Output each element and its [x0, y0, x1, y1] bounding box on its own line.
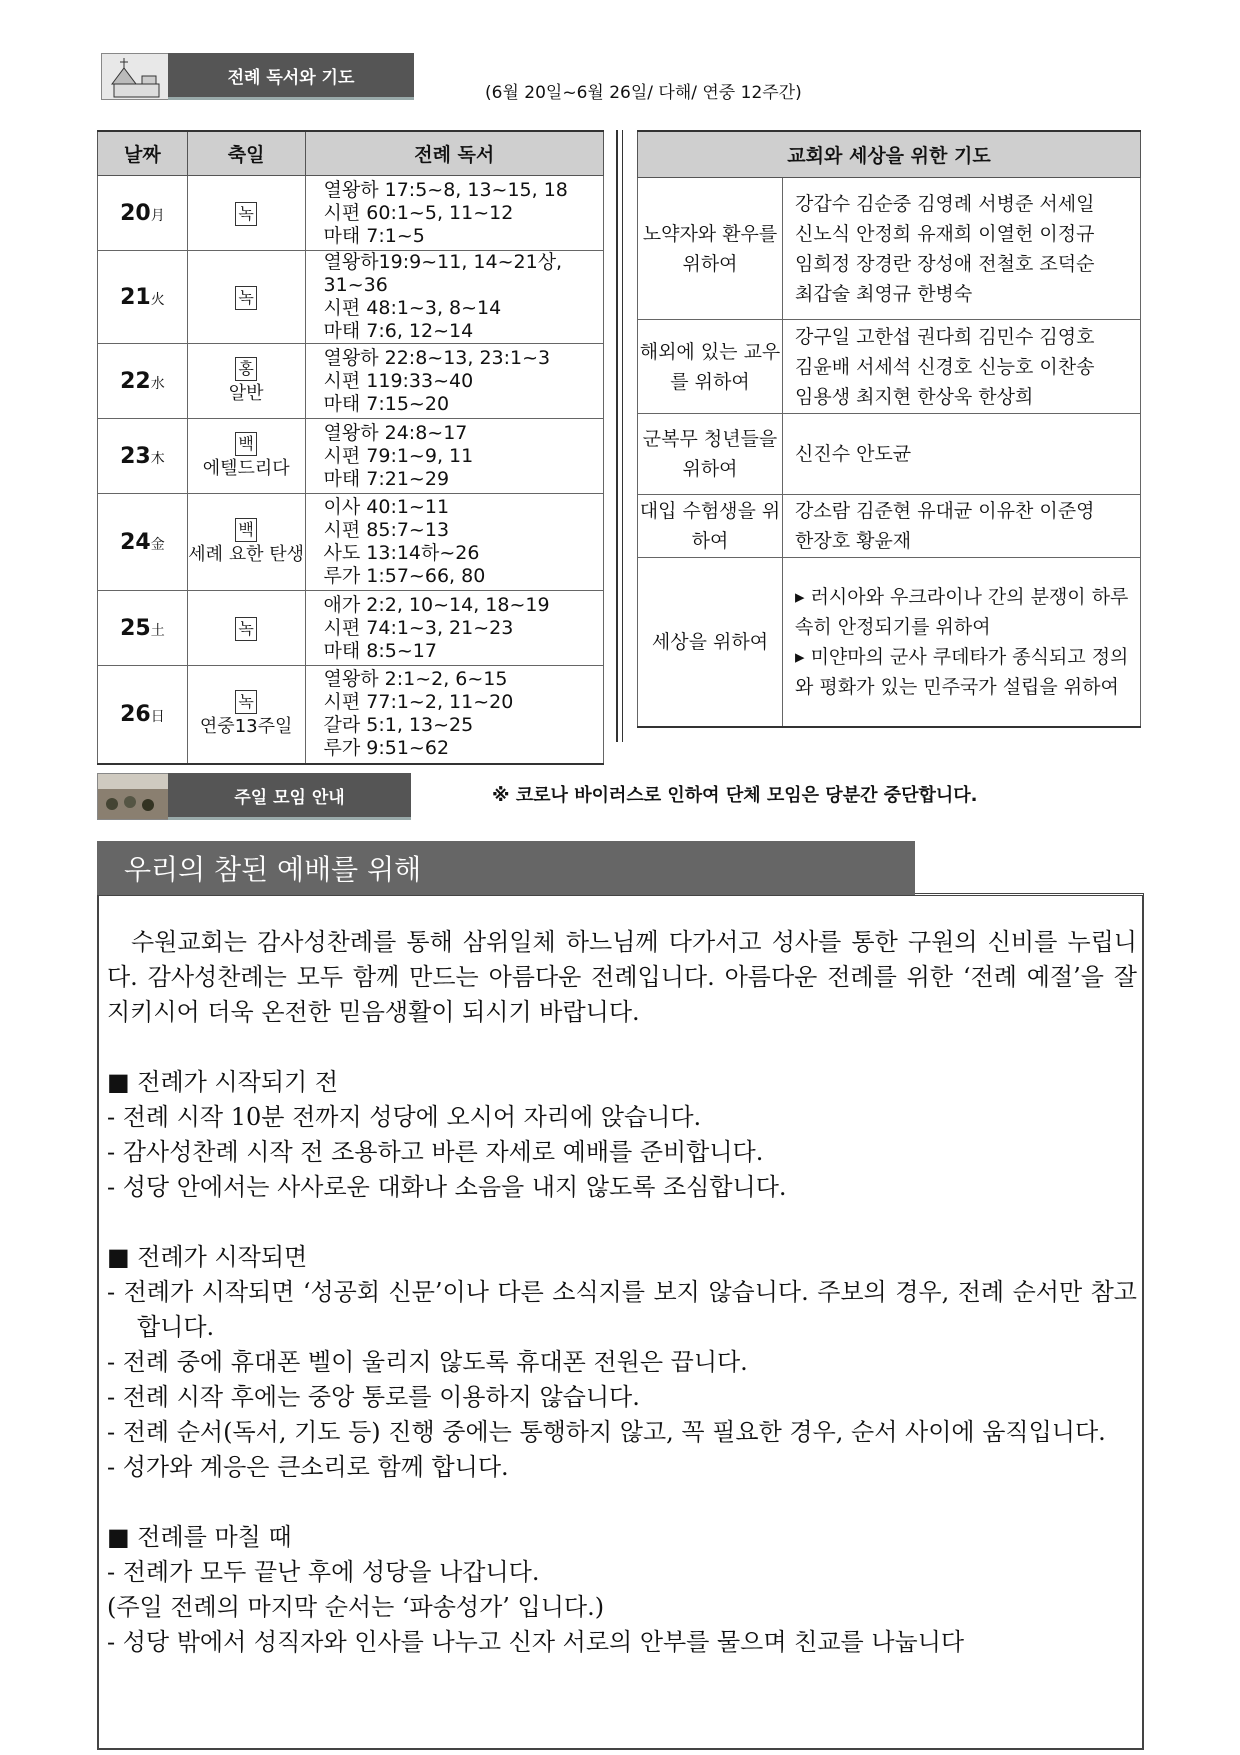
day-number: 24 — [120, 529, 151, 555]
prayer-names — [783, 414, 1141, 495]
worship-title: 우리의 참된 예배를 위해 — [97, 841, 915, 895]
prayer-name-line: 김윤배 서세석 신경호 신능호 이찬송 — [795, 355, 1095, 378]
prayer-name-line: 최갑술 최영규 한병숙 — [795, 282, 973, 305]
liturgy-row — [98, 176, 604, 251]
day-number: 20 — [120, 200, 151, 226]
reading-line: 시편 74:1~3, 21~23 — [323, 616, 514, 639]
liturgy-row — [98, 494, 604, 591]
prayer-table — [637, 130, 1141, 728]
date-cell — [98, 666, 188, 764]
worship-guideline: - 성당 밖에서 성직자와 인사를 나누고 신자 서로의 안부를 물으며 친교를 나눕니다 — [107, 1628, 965, 1656]
worship-content — [107, 925, 1137, 1660]
reading-line: 마태 7:15~20 — [323, 392, 450, 415]
reading-line: 루가 9:51~62 — [323, 737, 450, 760]
reading-line: 시편 85:7~13 — [323, 519, 450, 541]
worship-guideline: - 전례가 시작되면 ‘성공회 신문’이나 다른 소식지를 보지 않습니다. 주보의 경우, 전례 순서만 참고합니다. — [107, 1278, 1137, 1341]
weekday: 火 — [150, 291, 165, 308]
liturgy-row — [98, 419, 604, 494]
prayer-names — [783, 178, 1141, 320]
weekday: 月 — [150, 207, 165, 224]
reading-line: 시편 119:33~40 — [323, 369, 474, 392]
weekday: 木 — [150, 450, 165, 467]
reading-line: 열왕하 24:8~17 — [323, 421, 468, 444]
prayer-intention: 노약자와 환우를 위하여 — [638, 178, 783, 320]
day-number: 26 — [120, 701, 151, 727]
liturgy-table — [97, 130, 604, 765]
reading-line: 마태 7:1~5 — [323, 224, 425, 247]
feast-cell — [187, 591, 305, 666]
reading-line: 열왕하19:9~11, 14~21상, 31~36 — [323, 251, 563, 296]
col-header-readings: 전례 독서 — [305, 131, 603, 176]
prayer-name-line: 강소람 김준현 유대균 이유찬 이준영 — [795, 500, 1095, 522]
prayer-intention: 대입 수험생을 위하여 — [638, 495, 783, 558]
weekday: 金 — [150, 536, 165, 553]
worship-guideline: - 전례가 모두 끝난 후에 성당을 나갑니다. — [107, 1558, 540, 1586]
prayer-intention: 군복무 청년들을 위하여 — [638, 414, 783, 495]
feast-name: 알반 — [228, 383, 264, 404]
worship-guideline: - 성당 안에서는 사사로운 대화나 소음을 내지 않도록 조심합니다. — [107, 1173, 787, 1201]
prayer-row — [638, 320, 1141, 414]
reading-line: 열왕하 22:8~13, 23:1~3 — [323, 346, 551, 369]
reading-line: 사도 13:14하~26 — [323, 542, 480, 564]
prayer-name-line: 한장호 황윤재 — [795, 530, 912, 552]
feast-cell — [187, 494, 305, 591]
worship-section-heading: ■ 전례가 시작되면 — [107, 1243, 308, 1271]
prayer-intention: 해외에 있는 교우를 위하여 — [638, 320, 783, 414]
feast-cell — [187, 176, 305, 251]
liturgical-color-badge: 백 — [235, 518, 257, 542]
meeting-photo-thumbnail — [97, 773, 170, 820]
date-cell — [98, 344, 188, 419]
date-cell — [98, 176, 188, 251]
worship-guideline: - 전례 시작 후에는 중앙 통로를 이용하지 않습니다. — [107, 1383, 640, 1411]
day-number: 22 — [120, 368, 151, 394]
date-cell — [98, 591, 188, 666]
prayer-name-line: 신노식 안정희 유재희 이열헌 이정규 — [795, 222, 1095, 245]
prayer-name-line: 임희정 장경란 장성애 전철호 조덕순 — [795, 252, 1095, 275]
liturgical-color-badge: 백 — [235, 432, 257, 456]
readings-cell — [305, 591, 603, 666]
prayer-name-line: 신진수 안도균 — [795, 443, 912, 465]
weekday: 土 — [150, 622, 165, 639]
prayer-name-line: ▸ 미얀마의 군사 쿠데타가 종식되고 정의와 평화가 있는 민주국가 설립을 위하여 — [795, 645, 1129, 698]
col-header-date: 날짜 — [98, 131, 188, 176]
prayer-names — [783, 320, 1141, 414]
feast-cell — [187, 344, 305, 419]
reading-line: 이사 40:1~11 — [323, 496, 450, 518]
reading-line: 갈라 5:1, 13~25 — [323, 714, 474, 737]
prayer-row — [638, 495, 1141, 558]
day-number: 23 — [120, 443, 151, 469]
reading-line: 시편 48:1~3, 8~14 — [323, 297, 502, 319]
liturgy-row — [98, 344, 604, 419]
worship-intro: 수원교회는 감사성찬례를 통해 삼위일체 하느님께 다가서고 성사를 통한 구원의 신비를 누립니다. 감사성찬례는 모두 함께 만드는 아름다운 전례입니다. 아름다운 전례를 위한 ‘전례 예절’을 잘 지키시어 더욱 온전한 믿음생활이 되시기 바랍니다. — [107, 928, 1137, 1026]
worship-guideline: - 전례 순서(독서, 기도 등) 진행 중에는 통행하지 않고, 꼭 필요한 경우, 순서 사이에 움직입니다. — [107, 1418, 1106, 1446]
prayer-row — [638, 558, 1141, 727]
readings-cell — [305, 419, 603, 494]
worship-guideline: - 전례 중에 휴대폰 벨이 울리지 않도록 휴대폰 전원은 끕니다. — [107, 1348, 748, 1376]
prayer-intention: 세상을 위하여 — [638, 558, 783, 727]
reading-line: 시편 77:1~2, 11~20 — [323, 691, 514, 714]
date-cell — [98, 251, 188, 344]
prayer-row — [638, 414, 1141, 495]
worship-guideline: - 성가와 계응은 큰소리로 함께 합니다. — [107, 1453, 509, 1481]
feast-name: 연중13주일 — [199, 716, 293, 738]
notice-text: ※ 코로나 바이러스로 인하여 단체 모임은 당분간 중단합니다. — [492, 785, 978, 806]
readings-cell — [305, 251, 603, 344]
week-info: (6월 20일~6월 26일/ 다해/ 연중 12주간) — [485, 83, 802, 103]
prayer-name-line: 임용생 최지현 한상욱 한상희 — [795, 385, 1034, 408]
reading-line: 마태 7:6, 12~14 — [323, 320, 474, 342]
church-thumbnail — [101, 53, 170, 100]
weekday: 日 — [150, 708, 165, 725]
weekday: 水 — [150, 375, 165, 392]
prayer-names — [783, 495, 1141, 558]
date-cell — [98, 419, 188, 494]
reading-line: 열왕하 17:5~8, 13~15, 18 — [323, 178, 568, 201]
liturgical-color-badge: 녹 — [235, 690, 257, 714]
photo-icon — [98, 774, 169, 819]
section-title-liturgy: 전례 독서와 기도 — [168, 53, 414, 100]
liturgical-color-badge: 홍 — [235, 357, 257, 381]
reading-line: 마태 7:21~29 — [323, 467, 450, 490]
reading-line: 마태 8:5~17 — [323, 639, 437, 662]
liturgy-row — [98, 666, 604, 764]
col-header-feast: 축일 — [187, 131, 305, 176]
readings-cell — [305, 494, 603, 591]
prayer-row — [638, 178, 1141, 320]
prayer-name-line: 강갑수 김순중 김영례 서병준 서세일 — [795, 192, 1095, 215]
liturgical-color-badge: 녹 — [235, 286, 257, 310]
section-title-meeting: 주일 모임 안내 — [168, 773, 411, 820]
feast-name: 세례 요한 탄생 — [188, 544, 305, 565]
feast-cell — [187, 251, 305, 344]
date-cell — [98, 494, 188, 591]
church-icon — [102, 54, 169, 99]
feast-cell — [187, 666, 305, 764]
liturgical-color-badge: 녹 — [235, 617, 257, 641]
reading-line: 루가 1:57~66, 80 — [323, 565, 486, 587]
prayer-names — [783, 558, 1141, 727]
liturgy-row — [98, 251, 604, 344]
table-divider — [616, 130, 623, 742]
reading-line: 열왕하 2:1~2, 6~15 — [323, 668, 508, 691]
feast-name: 에텔드리다 — [202, 458, 290, 479]
prayer-name-line: 강구일 고한섭 권다희 김민수 김영호 — [795, 325, 1095, 348]
worship-guideline: - 감사성찬례 시작 전 조용하고 바른 자세로 예배를 준비합니다. — [107, 1138, 764, 1166]
worship-guideline: (주일 전례의 마지막 순서는 ‘파송성가’ 입니다.) — [107, 1593, 605, 1621]
day-number: 21 — [120, 284, 151, 310]
liturgical-color-badge: 녹 — [235, 202, 257, 226]
readings-cell — [305, 176, 603, 251]
reading-line: 시편 60:1~5, 11~12 — [323, 201, 514, 224]
worship-section-heading: ■ 전례가 시작되기 전 — [107, 1068, 339, 1096]
readings-cell — [305, 666, 603, 764]
worship-guideline: - 전례 시작 10분 전까지 성당에 오시어 자리에 앉습니다. — [107, 1103, 702, 1131]
liturgy-row — [98, 591, 604, 666]
readings-cell — [305, 344, 603, 419]
day-number: 25 — [120, 615, 151, 641]
worship-section-heading: ■ 전례를 마칠 때 — [107, 1523, 292, 1551]
reading-line: 애가 2:2, 10~14, 18~19 — [323, 593, 550, 616]
reading-line: 시편 79:1~9, 11 — [323, 444, 474, 467]
prayer-name-line: ▸ 러시아와 우크라이나 간의 분쟁이 하루 속히 안정되기를 위하여 — [795, 585, 1129, 638]
prayer-header: 교회와 세상을 위한 기도 — [638, 131, 1141, 178]
feast-cell — [187, 419, 305, 494]
